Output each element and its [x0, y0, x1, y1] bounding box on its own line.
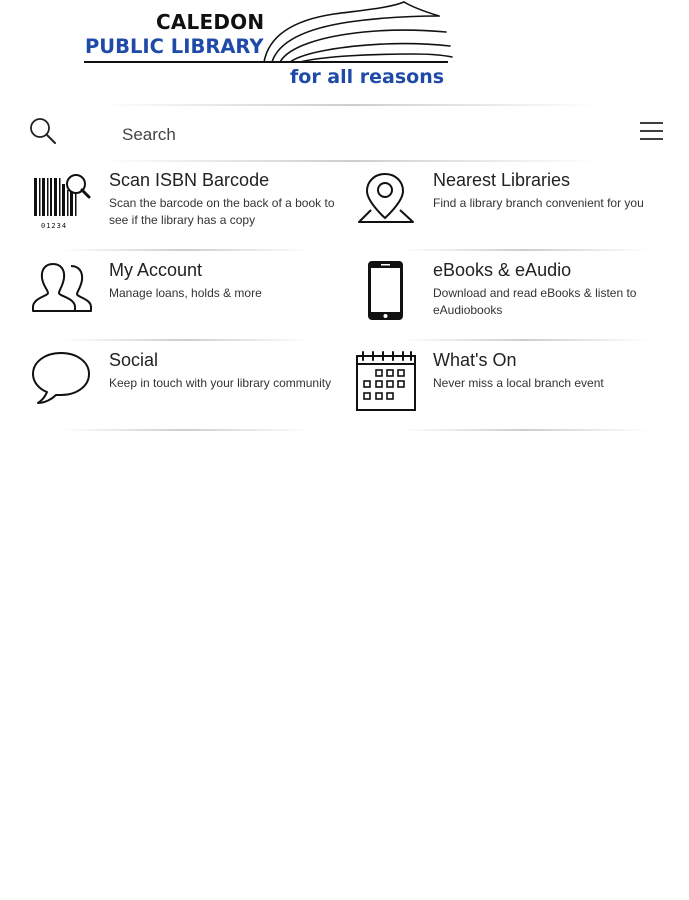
speech-bubble-icon — [31, 350, 95, 414]
users-icon — [31, 260, 95, 324]
open-book-icon — [254, 0, 454, 70]
tile-title: My Account — [109, 260, 203, 280]
tile-whats-on[interactable] — [355, 350, 685, 440]
smartphone-icon — [355, 260, 419, 324]
search-input[interactable] — [112, 118, 592, 152]
tile-title: Social — [109, 350, 159, 370]
search-icon[interactable] — [28, 116, 58, 146]
logo-caledon-text: CALEDON — [156, 10, 265, 34]
logo-public-library-text: PUBLIC LIBRARY — [85, 35, 264, 58]
tile-description: Keep in touch with your library community — [109, 376, 332, 390]
tile-title: eBooks & eAudio — [433, 260, 572, 280]
tile-scan-isbn[interactable] — [31, 170, 361, 260]
tile-description: Find a library branch convenient for you — [433, 196, 644, 210]
tile-title: Scan ISBN Barcode — [109, 170, 270, 190]
divider — [400, 429, 650, 431]
tile-title: Nearest Libraries — [433, 170, 571, 190]
tile-description: Never miss a local branch event — [433, 376, 604, 390]
barcode-scan-icon — [31, 170, 95, 234]
barcode-digits: 01234 — [41, 222, 68, 230]
divider — [60, 249, 310, 251]
tile-description: Download and read eBooks & listen to eAudiobooks — [433, 286, 637, 317]
divider — [100, 104, 600, 106]
library-logo — [84, 0, 456, 92]
divider — [400, 249, 650, 251]
logo-underline — [84, 61, 448, 63]
tile-description: Manage loans, holds & more — [109, 286, 262, 300]
calendar-icon — [355, 350, 419, 414]
divider — [400, 339, 650, 341]
tile-description: Scan the barcode on the back of a book to see if the library has a copy — [109, 196, 335, 227]
divider — [60, 339, 310, 341]
map-pin-icon — [355, 170, 419, 234]
tile-social[interactable] — [31, 350, 361, 440]
hamburger-menu-icon[interactable] — [637, 118, 665, 144]
tile-title: What's On — [433, 350, 517, 370]
tile-ebooks-eaudio[interactable] — [355, 260, 685, 350]
logo-tagline: for all reasons — [290, 66, 445, 88]
divider — [60, 429, 310, 431]
divider — [100, 160, 600, 162]
tile-my-account[interactable] — [31, 260, 361, 350]
tile-nearest-libraries[interactable] — [355, 170, 685, 260]
